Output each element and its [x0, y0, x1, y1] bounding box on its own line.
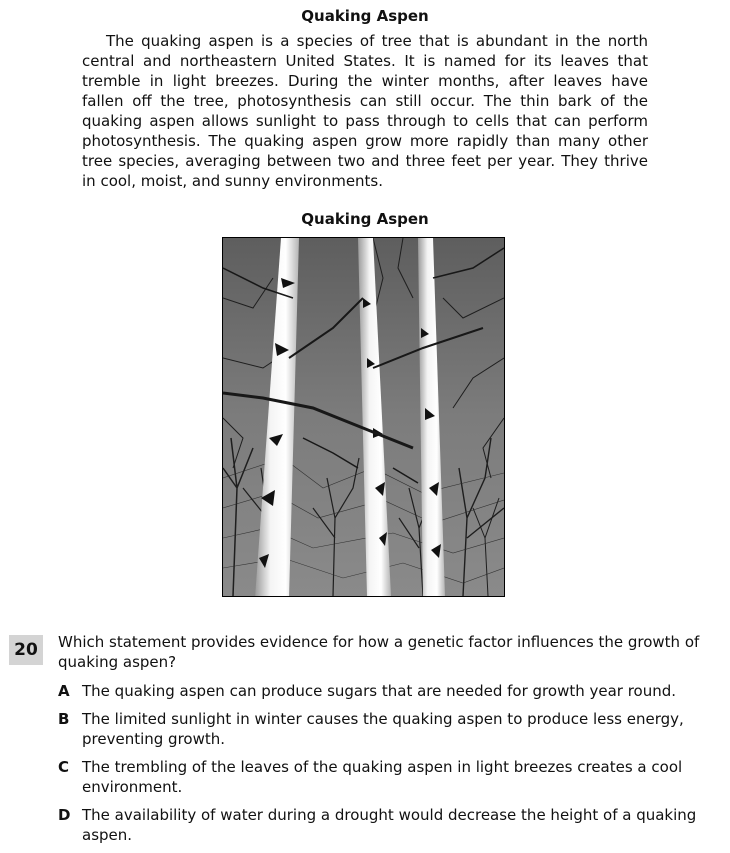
option-letter: D	[58, 806, 71, 824]
answer-option-d[interactable]	[58, 805, 713, 845]
option-letter: C	[58, 758, 70, 776]
option-text: The quaking aspen can produce sugars that are needed for growth year round.	[82, 682, 677, 700]
option-letter: B	[58, 710, 70, 728]
figure-title: Quaking Aspen	[301, 210, 429, 228]
option-letter: A	[58, 682, 70, 700]
passage-title: Quaking Aspen	[301, 7, 429, 25]
answer-option-b[interactable]	[58, 709, 713, 749]
question-stem: Which statement provides evidence for how a genetic factor influences the growth of quaking aspen?	[58, 633, 700, 671]
passage-body: The quaking aspen is a species of tree that is abundant in the north central and northeastern United States. It is named for its leaves that tremble in light breezes. During the winter months, after leaves have fallen off the tree, photosynthesis can still occur. The thin bark of the quaking aspen allows sunlight to pass through to cells that can perform photosynthesis. The quaking aspen grow more rapidly than many other tree species, averaging between two and three feet per year. They thrive in cool, moist, and sunny environments.	[82, 32, 648, 190]
option-text: The availability of water during a drought would decrease the height of a quaking aspen.	[82, 806, 697, 844]
option-text: The limited sunlight in winter causes the quaking aspen to produce less energy, preventing growth.	[82, 710, 684, 748]
question-number: 20	[9, 635, 43, 665]
aspen-photo	[222, 237, 505, 597]
option-text: The trembling of the leaves of the quaking aspen in light breezes creates a cool environment.	[82, 758, 683, 796]
answer-option-a[interactable]	[58, 681, 713, 701]
answer-option-c[interactable]	[58, 757, 713, 797]
